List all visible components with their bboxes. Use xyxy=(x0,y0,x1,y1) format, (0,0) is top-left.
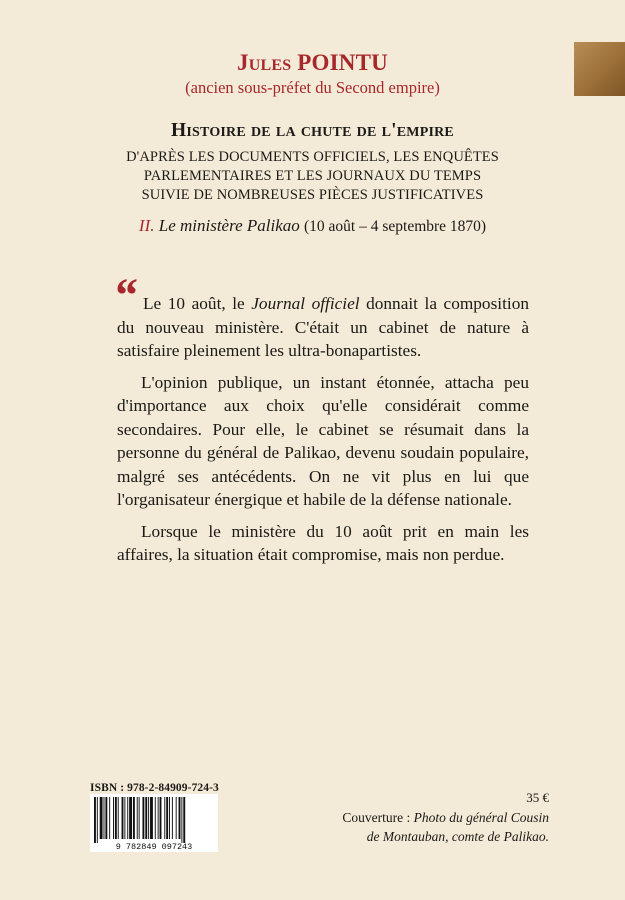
barcode-bar xyxy=(166,797,168,839)
subtitle-line: D'APRÈS LES DOCUMENTS OFFICIELS, LES ENQUÊTES xyxy=(126,149,499,165)
author-name: Jules POINTU xyxy=(237,50,388,75)
barcode-bar xyxy=(172,797,173,839)
barcode-bar xyxy=(115,797,117,839)
excerpt-paragraph-1 xyxy=(117,292,529,363)
barcode-bar xyxy=(104,797,105,839)
author-subtitle: (ancien sous-préfet du Second empire) xyxy=(185,78,440,97)
barcode-bar xyxy=(118,797,119,839)
cover-label: Couverture : xyxy=(342,810,414,825)
excerpt-text-run: donnait la composition du nouveau ministère. C'était un cabinet de nature à satisfaire pleinement les ultra-bonapartistes. xyxy=(117,294,529,360)
barcode xyxy=(90,794,218,852)
barcode-bar xyxy=(158,797,159,839)
barcode-bar xyxy=(94,797,96,843)
barcode-bar xyxy=(129,797,132,839)
barcode-bar xyxy=(179,797,181,839)
volume-number: II. xyxy=(138,216,155,235)
isbn: ISBN : 978-2-84909-724-3 xyxy=(90,782,219,794)
barcode-bar xyxy=(127,797,128,839)
barcode-bar xyxy=(109,797,110,839)
price: 35 € xyxy=(526,790,549,805)
cover-credit xyxy=(289,808,549,846)
excerpt-paragraph-3: Lorsque le ministère du 10 août prit en main les affaires, la situation était compromise, mais non perdue. xyxy=(117,521,529,564)
barcode-bar xyxy=(124,797,125,839)
barcode-bar xyxy=(97,797,98,843)
cover-text-line-1: Photo du général Cousin xyxy=(413,810,549,825)
barcode-bar xyxy=(148,797,149,839)
cover-text-line-2: de Montauban, comte de Palikao. xyxy=(366,829,549,844)
journal-title: Journal officiel xyxy=(251,294,360,313)
barcode-bar xyxy=(169,797,170,839)
barcode-bar xyxy=(133,797,135,839)
volume-dates: (10 août – 4 septembre 1870) xyxy=(304,218,487,235)
barcode-bar xyxy=(122,797,124,839)
barcode-bar xyxy=(100,797,103,839)
barcode-bar xyxy=(137,797,138,839)
barcode-bar xyxy=(164,797,165,839)
subtitle-line: SUIVIE DE NOMBREUSES PIÈCES JUSTIFICATIVES xyxy=(141,187,484,203)
barcode-bar xyxy=(142,797,144,839)
book-subtitle xyxy=(0,148,625,205)
barcode-bar xyxy=(150,797,153,839)
barcode-bar xyxy=(176,797,177,839)
barcode-bar xyxy=(145,797,147,839)
barcode-icon xyxy=(90,794,218,852)
barcode-bar xyxy=(155,797,156,839)
excerpt-text-run: Le 10 août, le xyxy=(143,294,252,313)
quote-mark-icon: “ xyxy=(113,269,137,322)
volume-heading xyxy=(0,216,625,236)
barcode-bar xyxy=(183,797,185,843)
volume-title: Le ministère Palikao xyxy=(158,216,300,235)
excerpt-paragraph-2: L'opinion publique, un instant étonnée, attacha peu d'importance aux choix qu'elle considérait comme secondaires. Pour elle, le cabinet se résumait dans la personne du général de Palikao, devenu soudain populaire, malgré ses antécédents. On ne vit plus en lui que l'organisateur énergique et habile de la défense nationale. xyxy=(117,372,529,509)
barcode-bar xyxy=(139,797,140,839)
barcode-bar xyxy=(113,797,114,839)
book-title: Histoire de la chute de l'empire xyxy=(171,120,454,141)
excerpt-text xyxy=(117,292,529,575)
subtitle-line: PARLEMENTAIRES ET LES JOURNAUX DU TEMPS xyxy=(143,168,482,184)
barcode-digits: 9 782849 097243 xyxy=(115,842,193,852)
barcode-bar xyxy=(160,797,162,839)
barcode-bar xyxy=(105,797,107,839)
barcode-bar xyxy=(181,797,182,843)
